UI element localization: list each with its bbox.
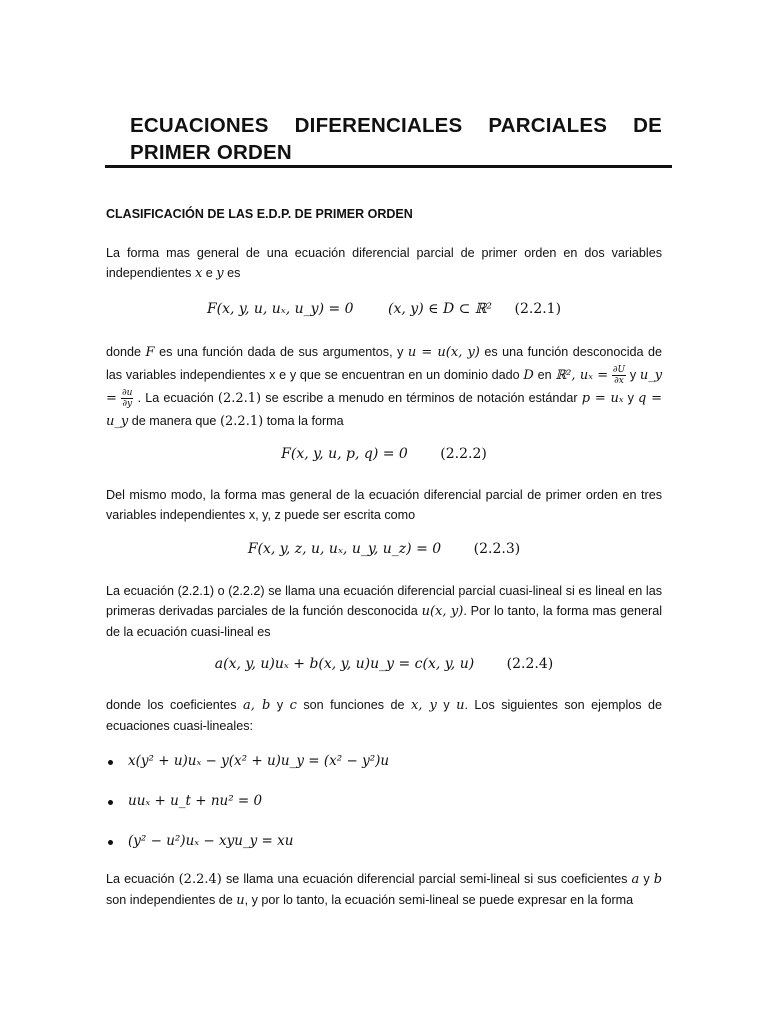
paragraph-quasi-linear (106, 581, 662, 642)
p5-y1: y (276, 698, 284, 712)
list-item (106, 833, 662, 853)
intro-text: La forma mas general de una ecuación diferencial parcial de primer orden en dos variables independientes (106, 246, 662, 280)
p2-t10: toma la forma (266, 414, 344, 428)
p5-u: u (456, 698, 465, 713)
p2-t1: donde (106, 345, 142, 359)
list-item (106, 753, 662, 773)
eq1-number: (2.2.1) (514, 301, 562, 317)
p4-a: La ecuación (2.2.1) o (2.2.2) se llama una ecuación diferencial parcial cuasi-lineal si es lineal en las primeras derivadas parciales de la función desconocida (106, 584, 662, 618)
p5-d: . Los siguientes son ejemplos de ecuaciones cuasi-lineales: (106, 698, 663, 733)
p2-ref: (2.2.1) (217, 391, 262, 406)
p5-ab: a, b (243, 698, 271, 713)
intro-conj: e (205, 266, 213, 280)
example-equation-1: x(y² + u)uₓ − y(x² + u)u_y = (x² − y²)u (128, 753, 390, 769)
p4-b: . Por lo tanto, la forma mas general de la ecuación cuasi-lineal es (106, 604, 663, 639)
fraction-du-dy: $\frac{\partial u}{\partial y}$ (122, 388, 133, 410)
p6-b: se llama una ecuación diferencial parcial semi-lineal si sus coeficientes (225, 872, 628, 886)
equation-2-2-3 (106, 541, 662, 557)
p5-b: son funciones de (303, 698, 405, 712)
eq3-expr: F(x, y, z, u, uₓ, u_y, u_z) = 0 (247, 541, 442, 557)
p6-a: La ecuación (106, 872, 175, 886)
p6-bb: b (653, 872, 663, 887)
p5-c: c (289, 698, 297, 713)
document-title: ECUACIONES DIFERENCIALES PARCIALES DE PRIMER ORDEN (130, 114, 662, 164)
p2-t8: y (627, 391, 634, 405)
eq2-expr: F(x, y, u, p, q) = 0 (281, 446, 408, 462)
eq1-domain: (x, y) ∈ D ⊂ ℝ² (388, 301, 493, 317)
paragraph-semi-linear (106, 869, 662, 911)
equation-2-2-4 (106, 656, 662, 672)
p6-y: y (643, 872, 650, 886)
bullet-icon (108, 840, 113, 845)
p5-xy: x, y (410, 698, 437, 713)
bullet-icon (108, 760, 113, 765)
p2-t9: de manera que (131, 414, 217, 428)
title-underline (105, 165, 672, 168)
p5-a: donde los coeficientes (106, 698, 237, 712)
eq4-number: (2.2.4) (506, 656, 554, 672)
equation-2-2-2 (106, 446, 662, 462)
p2-t6: . La ecuación (137, 391, 214, 405)
section-heading: CLASIFICACIÓN DE LAS E.D.P. DE PRIMER ORDEN (106, 207, 413, 221)
paragraph-three-variables: Del mismo modo, la forma mas general de la ecuación diferencial parcial de primer orden en tres variables independientes x, y, z puede ser escrita como (106, 488, 662, 522)
p2-q-eq: q = u_y (106, 391, 662, 429)
p2-t2: es una función dada de sus argumentos, y (159, 345, 404, 359)
p5-y2: y (443, 698, 450, 712)
p2-ref2: (2.2.1) (219, 414, 264, 429)
example-equation-2: uuₓ + u_t + nu² = 0 (128, 793, 263, 809)
equation-2-2-1 (106, 301, 662, 317)
p6-u: u (236, 893, 245, 908)
bullet-icon (108, 800, 113, 805)
p6-c: son independientes de (106, 893, 233, 907)
paragraph-intro (106, 243, 662, 284)
fraction-dU-dx: $\frac{\partial U}{\partial x}$ (612, 365, 626, 387)
p6-ref: (2.2.4) (178, 872, 222, 887)
intro-es: es (227, 266, 241, 280)
eq4-expr: a(x, y, u)uₓ + b(x, y, u)u_y = c(x, y, u) (214, 656, 475, 672)
p2-D: D (523, 368, 534, 383)
p2-t5: y (629, 368, 637, 382)
eq2-number: (2.2.2) (440, 446, 487, 462)
eq1-lhs: F(x, y, u, uₓ, u_y) = 0 (206, 301, 354, 317)
var-x: x (194, 266, 203, 281)
paragraph-coefficients (106, 695, 662, 736)
p2-t3: es una función desconocida de las variables independientes x e y que se encuentran en un dominio dado (106, 345, 663, 382)
eq3-number: (2.2.3) (473, 541, 521, 557)
var-y: y (216, 266, 224, 281)
p2-uy-eq: u_y = (106, 368, 663, 406)
p6-d: , y por lo tanto, la ecuación semi-lineal se puede expresar en la forma (244, 893, 634, 907)
example-equation-3: (y² − u²)uₓ − xyu_y = xu (128, 833, 294, 849)
p4-u: u(x, y) (421, 604, 464, 619)
p2-F: F (145, 345, 155, 360)
p2-t7: se escribe a menudo en términos de notación estándar (265, 391, 578, 405)
p2-t4: en (537, 368, 552, 382)
paragraph-definitions (106, 341, 662, 433)
p2-u-def: u = u(x, y) (407, 345, 480, 360)
p2-p-eq: p = uₓ (581, 391, 624, 406)
p6-aa: a (631, 872, 640, 887)
p2-R2: ℝ², uₓ = (555, 368, 609, 383)
list-item (106, 793, 662, 813)
